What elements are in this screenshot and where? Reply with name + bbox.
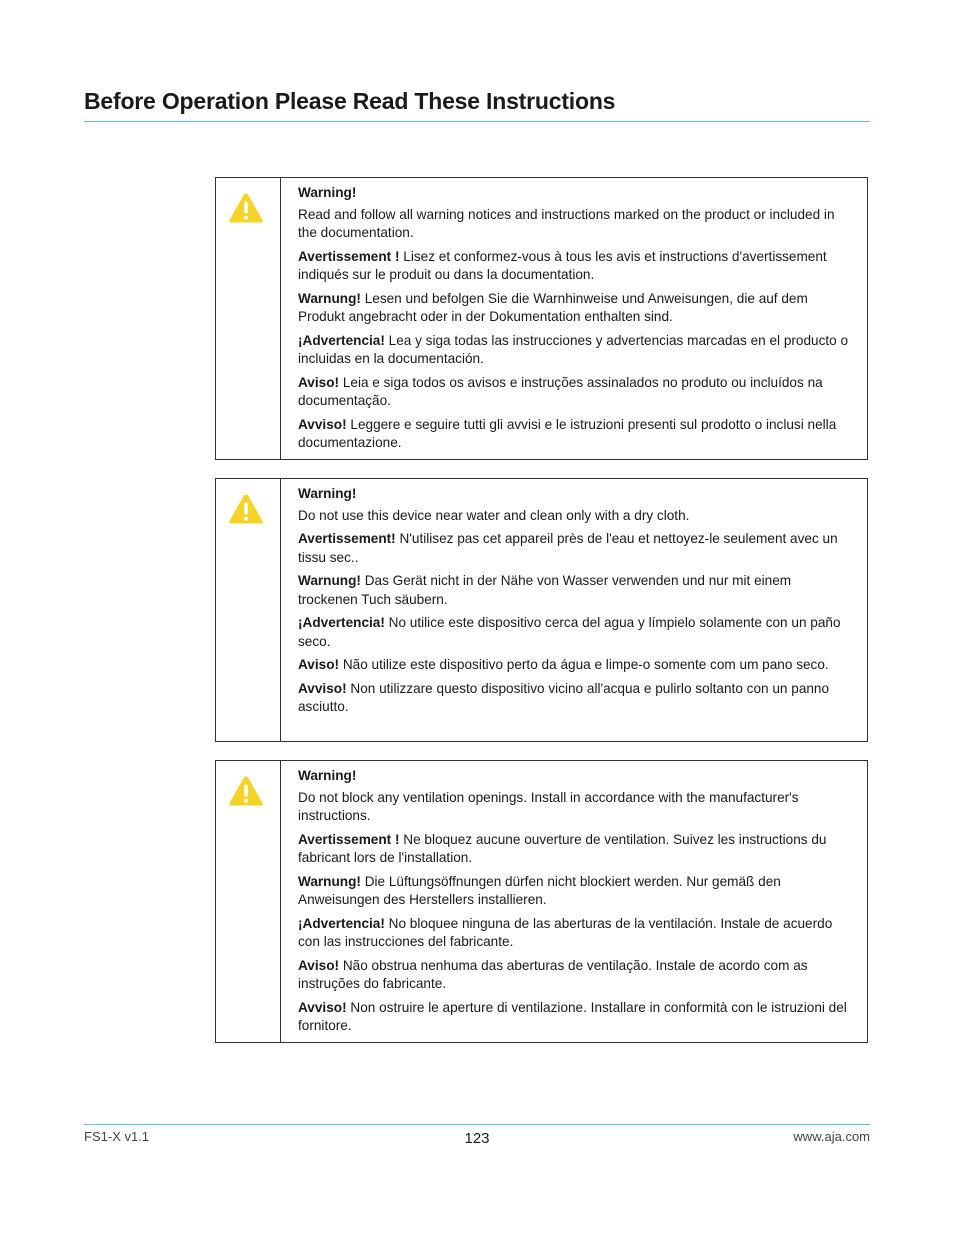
warning-text-it [298,999,853,1036]
warning-box-1 [215,177,868,460]
warning-body-es: Lea y siga todas las instrucciones y advertencias marcadas en el producto o incluidas en la documentación. [298,332,849,366]
warning-box-2 [215,478,868,742]
warning-label-pt: Aviso! [298,957,340,973]
warning-text-en: Do not block any ventilation openings. Install in accordance with the manufacturer's instructions. [298,789,799,823]
warning-body-pt: Leia e siga todos os avisos e instruções assinalados no produto ou incluídos na documentação. [298,374,823,408]
warning-text-de [298,873,853,910]
warning-label-it: Avviso! [298,680,347,696]
warning-heading: Warning! [298,486,357,501]
warning-body-it: Non utilizzare questo dispositivo vicino all'acqua e pulirlo soltanto con un panno asciutto. [298,680,830,714]
warning-text-it [298,680,853,717]
warning-text-en: Read and follow all warning notices and instructions marked on the product or included in the documentation. [298,206,835,240]
warning-label-pt: Aviso! [298,657,340,672]
warning-label-es: ¡Advertencia! [298,332,385,348]
warning-body-fr: N'utilisez pas cet appareil près de l'eau et nettoyez-le seulement avec un tissu sec.. [298,531,838,565]
warning-body-it: Leggere e seguire tutti gli avvisi e le istruzioni presenti sul prodotto o inclusi nella documentazione. [298,416,837,450]
warning-label-pt: Aviso! [298,374,340,390]
footer-divider [84,1124,870,1125]
warning-text-pt [298,656,853,675]
warning-label-es: ¡Advertencia! [298,615,385,630]
warning-icon-cell [216,178,281,459]
warning-triangle-icon [228,493,264,525]
warning-triangle-icon [228,775,264,807]
warning-text-de [298,290,853,327]
warning-text-fr [298,831,853,868]
warning-body-fr: Ne bloquez aucune ouverture de ventilation. Suivez les instructions du fabricant lors de l'installation. [298,831,827,865]
warning-body-de: Lesen und befolgen Sie die Warnhinweise und Anweisungen, die auf dem Produkt angebracht oder in der Dokumentation enthalten sind. [298,290,808,324]
warning-text-pt [298,374,853,411]
warning-body-es: No utilice este dispositivo cerca del agua y límpielo solamente con un paño seco. [298,615,841,649]
warning-text-es [298,614,853,651]
warning-text-cell [281,178,867,459]
warning-body-de: Das Gerät nicht in der Nähe von Wasser verwenden und nur mit einem trockenen Tuch säubern. [298,573,792,607]
warning-body-de: Die Lüftungsöffnungen dürfen nicht blockiert werden. Nur gemäß den Anweisungen des Herstellers installieren. [298,873,781,907]
warning-label-it: Avviso! [298,416,347,432]
warning-text-cell [281,761,867,1042]
warning-text-en: Do not use this device near water and clean only with a dry cloth. [298,507,690,523]
warning-label-es: ¡Advertencia! [298,915,385,931]
warning-body-es: No bloquee ninguna de las aberturas de la ventilación. Instale de acuerdo con las instrucciones del fabricante. [298,915,833,949]
warning-body-pt: Não utilize este dispositivo perto da água e limpe-o somente com um pano seco. [339,657,829,672]
warning-icon-cell [216,761,281,1042]
footer-product-version: FS1-X v1.1 [84,1129,150,1144]
warning-body-fr: Lisez et conformez-vous à tous les avis et instructions d'avertissement indiqués sur le produit ou dans la documentation. [298,248,827,282]
warning-text-es [298,915,853,952]
warning-box-3 [215,760,868,1043]
title-divider [84,121,870,122]
warning-label-fr: Avertissement ! [298,831,400,847]
warning-text-es [298,332,853,369]
warning-text-cell [281,479,867,741]
warning-label-de: Warnung! [298,290,361,306]
warning-text-pt [298,957,853,994]
warning-text-de [298,572,853,609]
warning-label-de: Warnung! [298,573,361,588]
warning-heading: Warning! [298,768,357,783]
warning-icon-cell [216,479,281,741]
warning-body-it: Non ostruire le aperture di ventilazione. Installare in conformità con le istruzioni del fornitore. [298,999,847,1033]
warning-triangle-icon [228,192,264,224]
warning-text-fr [298,248,853,285]
page-number: 123 [464,1130,490,1147]
warning-heading: Warning! [298,185,357,200]
footer-website-link[interactable]: www.aja.com [793,1129,870,1144]
warning-label-de: Warnung! [298,873,361,889]
warning-text-fr [298,530,853,567]
warning-body-pt: Não obstrua nenhuma das aberturas de ventilação. Instale de acordo com as instruções do fabricante. [298,957,808,991]
page-title: Before Operation Please Read These Instructions [84,88,616,114]
warning-label-it: Avviso! [298,999,347,1015]
warning-label-fr: Avertissement! [298,531,396,546]
warning-label-fr: Avertissement ! [298,248,400,264]
warning-text-it [298,416,853,453]
